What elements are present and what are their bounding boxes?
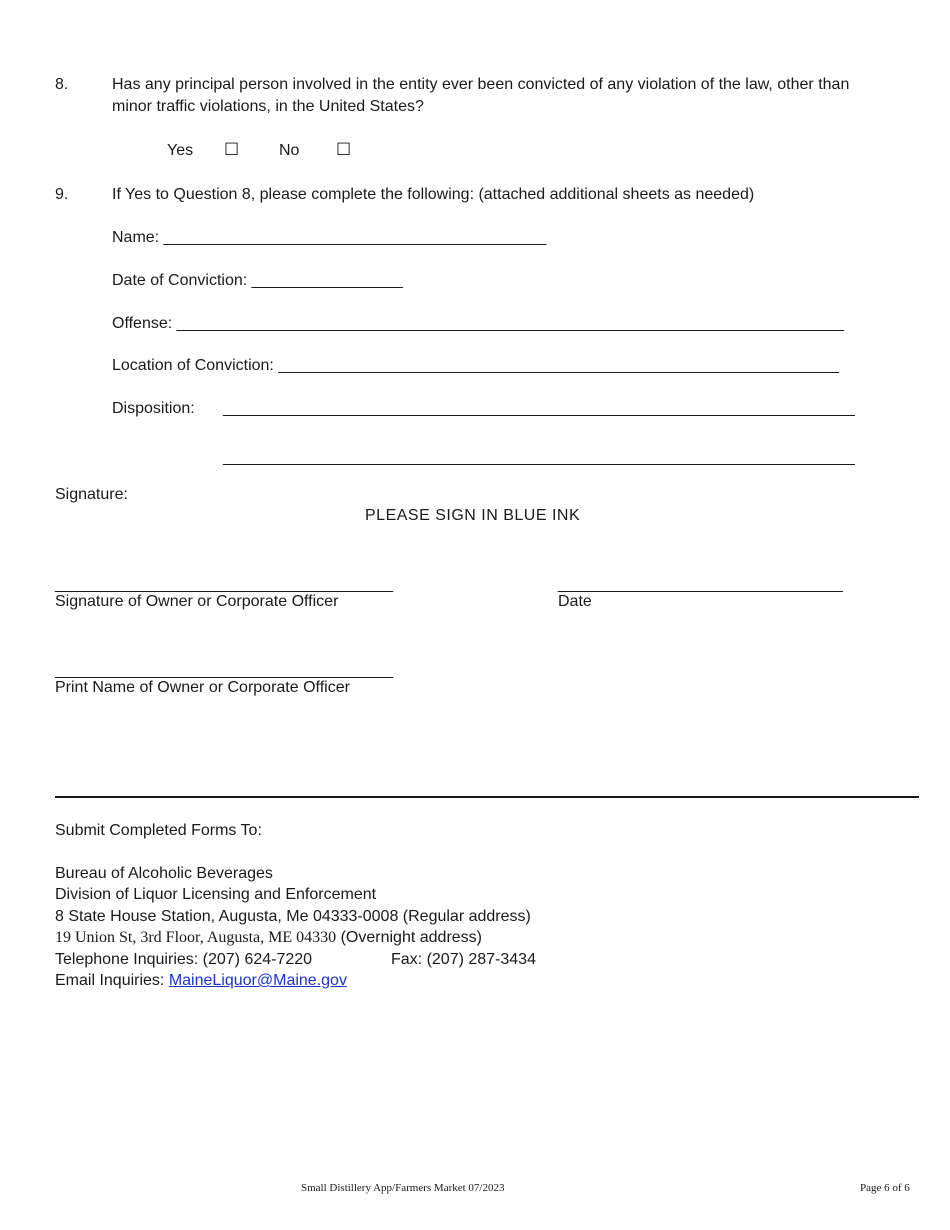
yes-label: Yes bbox=[167, 142, 194, 159]
regular-address: 8 State House Station, Augusta, Me 04333-0008 (Regular address) bbox=[55, 908, 531, 925]
print-name-caption: Print Name of Owner or Corporate Officer bbox=[55, 679, 350, 696]
email-link[interactable]: MaineLiquor@Maine.gov bbox=[168, 972, 347, 989]
location-of-conviction-label: Location of Conviction: bbox=[112, 357, 279, 374]
overnight-street: 19 Union St, 3rd Floor, Augusta, ME 04330 bbox=[55, 929, 337, 946]
name-label: Name: bbox=[112, 229, 164, 246]
disposition-blank-2[interactable]: _______________________________________________________________________ bbox=[223, 449, 855, 466]
footer-page-number: Page 6 of 6 bbox=[860, 1182, 910, 1194]
yes-checkbox[interactable]: ☐ bbox=[224, 140, 240, 160]
bureau-name: Bureau of Alcoholic Beverages bbox=[55, 865, 273, 882]
fax-number: Fax: (207) 287-3434 bbox=[391, 951, 536, 968]
signature-heading: Signature: bbox=[55, 486, 128, 503]
question-8-text-line2: minor traffic violations, in the United States? bbox=[112, 98, 424, 115]
question-8-text-line1: Has any principal person involved in the entity ever been convicted of any violation of the law, other than bbox=[112, 76, 850, 93]
date-of-conviction-blank[interactable]: _________________ bbox=[251, 272, 403, 289]
date-of-conviction-field[interactable] bbox=[112, 271, 403, 291]
division-name: Division of Liquor Licensing and Enforcement bbox=[55, 886, 377, 903]
footer-form-name: Small Distillery App/Farmers Market 07/2023 bbox=[301, 1182, 505, 1194]
section-divider bbox=[55, 796, 919, 798]
overnight-address bbox=[55, 928, 482, 948]
date-of-conviction-label: Date of Conviction: bbox=[112, 272, 252, 289]
date-line[interactable]: ________________________________ bbox=[558, 576, 843, 593]
email-inquiries bbox=[55, 971, 347, 991]
disposition-blank-1[interactable]: _______________________________________________________________________ bbox=[223, 400, 855, 417]
email-label: Email Inquiries: bbox=[55, 972, 169, 989]
signature-line[interactable]: ______________________________________ bbox=[55, 576, 394, 593]
no-checkbox[interactable]: ☐ bbox=[336, 140, 352, 160]
location-of-conviction-blank[interactable]: _______________________________________________________________ bbox=[278, 357, 839, 374]
overnight-note: (Overnight address) bbox=[336, 929, 482, 946]
question-8-number: 8. bbox=[55, 76, 69, 93]
telephone-inquiries: Telephone Inquiries: (207) 624-7220 bbox=[55, 951, 313, 968]
question-9-text: If Yes to Question 8, please complete the following: (attached additional sheets as needed) bbox=[112, 186, 755, 203]
signature-caption: Signature of Owner or Corporate Officer bbox=[55, 593, 339, 610]
offense-blank[interactable]: ___________________________________________________________________________ bbox=[176, 315, 845, 332]
name-blank[interactable]: ___________________________________________ bbox=[163, 229, 547, 246]
submit-heading: Submit Completed Forms To: bbox=[55, 822, 262, 839]
question-9-number: 9. bbox=[55, 186, 69, 203]
location-of-conviction-field[interactable] bbox=[112, 356, 839, 376]
offense-field[interactable] bbox=[112, 314, 844, 334]
disposition-label: Disposition: bbox=[112, 400, 195, 417]
date-caption: Date bbox=[558, 593, 592, 610]
no-label: No bbox=[279, 142, 300, 159]
offense-label: Offense: bbox=[112, 315, 177, 332]
print-name-line[interactable]: ______________________________________ bbox=[55, 662, 394, 679]
name-field[interactable] bbox=[112, 228, 546, 248]
blue-ink-instruction: PLEASE SIGN IN BLUE INK bbox=[365, 507, 581, 524]
